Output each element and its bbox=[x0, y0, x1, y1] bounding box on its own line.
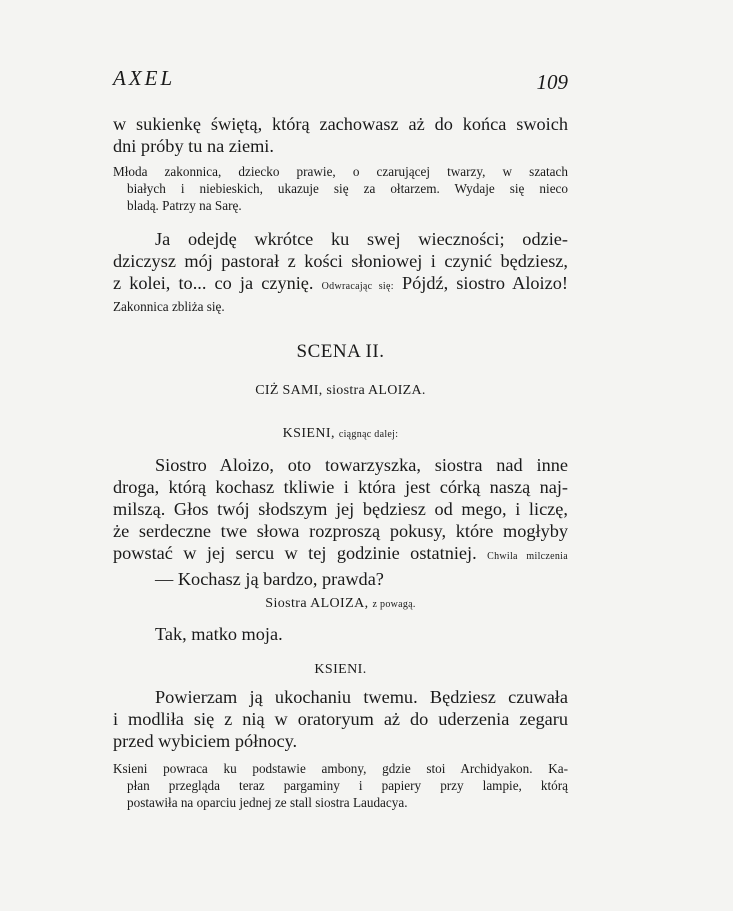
speaker-direction: z powagą. bbox=[372, 599, 416, 610]
inline-stage-direction: Odwracając się: bbox=[321, 281, 394, 292]
text-line: bladą. Patrzy na Sarę. bbox=[127, 198, 242, 213]
stage-direction-1 bbox=[113, 163, 568, 214]
text-line: białych i niebieskich, ukazuje się za ołtarzem. Wydaje się nieco bbox=[127, 181, 568, 196]
text-line: dziczysz mój pastorał z kości słoniowej i czynić będziesz, bbox=[113, 251, 568, 271]
text-line: milszą. Głos twój słodszym jej będziesz od mego, i liczę, bbox=[113, 499, 568, 519]
dialogue-paragraph-4 bbox=[113, 623, 568, 645]
speaker-heading-2 bbox=[113, 594, 568, 612]
speaker-heading-1 bbox=[113, 424, 568, 442]
text-line: w sukienkę świętą, którą zachowasz aż do końca swoich bbox=[113, 114, 568, 134]
text-fragment: powstać w jej sercu w tej godzinie ostatniej. bbox=[113, 543, 477, 563]
text-line bbox=[113, 542, 568, 568]
scene-title: SCENA II. bbox=[296, 341, 385, 362]
dialogue-paragraph-2 bbox=[113, 228, 568, 316]
inline-stage-direction: Chwila milczenia bbox=[487, 551, 568, 562]
stage-direction-line: Zakonnica zbliża się. bbox=[113, 299, 225, 314]
text-line: przed wybiciem północy. bbox=[113, 731, 298, 751]
text-line: Tak, matko moja. bbox=[155, 624, 283, 644]
text-line: Powierzam ją ukochaniu twemu. Będziesz czuwała bbox=[155, 687, 568, 707]
text-line: Ja odejdę wkrótce ku swej wieczności; odzie- bbox=[155, 229, 568, 249]
text-line: droga, którą kochasz tkliwie i która jest córką naszą naj- bbox=[113, 477, 568, 497]
dialogue-paragraph-3 bbox=[113, 454, 568, 590]
speaker-heading-3: KSIENI. bbox=[314, 662, 367, 677]
speaker-name: Siostra ALOIZA, bbox=[265, 596, 369, 611]
text-line: że serdeczne twe słowa rozproszą pokusy, które mogłyby bbox=[113, 521, 568, 541]
text-fragment: z kolei, to... co ja czynię. bbox=[113, 273, 314, 293]
text-line bbox=[113, 272, 568, 298]
page-header bbox=[113, 66, 568, 94]
scene-characters: CIŻ SAMI, siostra ALOIZA. bbox=[255, 383, 426, 398]
text-line: Młoda zakonnica, dziecko prawie, o czarującej twarzy, w szatach bbox=[113, 164, 568, 179]
dialogue-paragraph-5 bbox=[113, 686, 568, 752]
text-fragment: Pójdź, siostro Aloizo! bbox=[401, 273, 568, 293]
dialogue-paragraph-1 bbox=[113, 113, 568, 157]
text-line: dni próby tu na ziemi. bbox=[113, 136, 274, 156]
text-line: Ksieni powraca ku podstawie ambony, gdzie stoi Archidyakon. Ka- bbox=[113, 761, 568, 776]
text-line: płan przegląda teraz pargaminy i papiery przy lampie, którą bbox=[127, 778, 568, 793]
speaker-name: KSIENI, bbox=[282, 426, 335, 441]
text-line: Siostro Aloizo, oto towarzyszka, siostra nad inne bbox=[155, 455, 568, 475]
running-title: AXEL bbox=[113, 66, 176, 90]
stage-direction-2 bbox=[113, 760, 568, 811]
text-line: — Kochasz ją bardzo, prawda? bbox=[155, 569, 384, 589]
text-line: postawiła na oparciu jednej ze stall siostra Laudacya. bbox=[127, 795, 408, 810]
page-number: 109 bbox=[536, 70, 568, 94]
text-line: i modliła się z nią w oratoryum aż do uderzenia zegaru bbox=[113, 709, 568, 729]
speaker-direction: ciągnąc dalej: bbox=[338, 429, 399, 440]
